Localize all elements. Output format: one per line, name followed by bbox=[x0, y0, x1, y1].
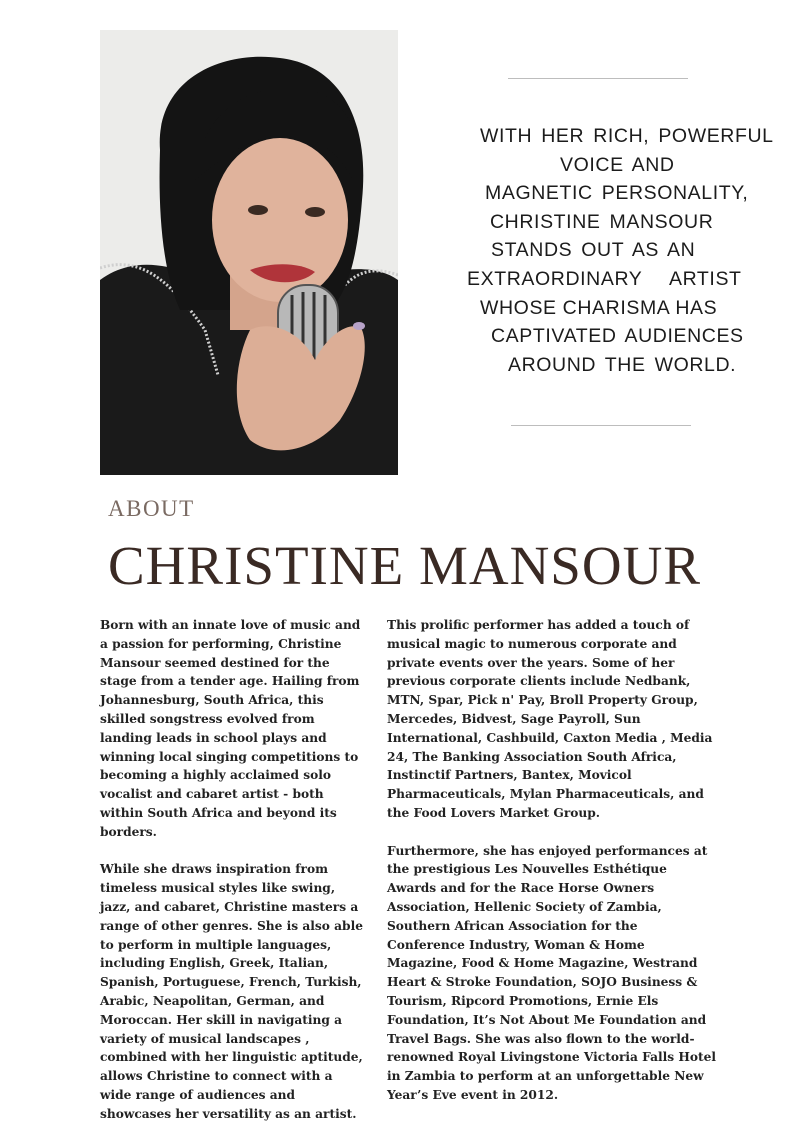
quote-line: CHRISTINE MANSOUR bbox=[490, 210, 714, 233]
quote-line: WITH HER RICH, POWERFUL bbox=[480, 125, 774, 147]
quote-line: AROUND THE WORLD. bbox=[508, 353, 737, 376]
right-column bbox=[387, 616, 717, 1124]
body-paragraph: Born with an innate love of music and a passion for performing, Christine Mansour seemed destined for the stage from a tender age. Hailing from Johannesburg, South Africa, this skilled songstress evolved from landing leads in school plays and winning local singing competitions to becoming a highly acclaimed solo vocalist and cabaret artist - both within South Africa and beyond its borders. bbox=[100, 618, 361, 839]
page-title: CHRISTINE MANSOUR bbox=[108, 535, 702, 596]
pull-quote bbox=[455, 122, 775, 379]
body-paragraph: This prolific performer has added a touch of musical magic to numerous corporate and private events over the years. Some of her previous corporate clients include Nedbank, MTN, Spar, Pick n' Pay, Broll Property Group, Mercedes, Bidvest, Sage Payroll, Sun International, Cashbuild, Caxton Media , Media 24, The Banking Association South Africa, Instinctif Partners, Bantex, Movicol Pharmaceuticals, Mylan Pharmaceuticals, and the Food Lovers Market Group. bbox=[387, 618, 713, 820]
quote-line: STANDS OUT AS AN bbox=[491, 239, 696, 262]
quote-line: MAGNETIC PERSONALITY, bbox=[485, 182, 749, 205]
quote-line: VOICE AND bbox=[560, 153, 675, 176]
body-paragraph: Furthermore, she has enjoyed performances at the prestigious Les Nouvelles Esthétique Awards and for the Race Horse Owners Association, Hellenic Society of Zambia, Southern African Association for the Conference Industry, Woman & Home Magazine, Food & Home Magazine, Westrand Heart & Stroke Foundation, SOJO Business & Tourism, Ripcord Promotions, Ernie Els Foundation, It’s Not About Me Foundation and Travel Bags. She was also flown to the world-renowned Royal Livingstone Victoria Falls Hotel in Zambia to perform at an unforgettable New Year’s Eve event in 2012. bbox=[387, 843, 717, 1102]
quote-line: WHOSE CHARISMA HAS bbox=[480, 296, 718, 319]
bottom-divider bbox=[511, 425, 691, 426]
quote-line: CAPTIVATED AUDIENCES bbox=[491, 325, 744, 348]
left-column bbox=[100, 616, 365, 1142]
section-label: ABOUT bbox=[108, 496, 195, 521]
quote-line: EXTRAORDINARY ARTIST bbox=[467, 267, 742, 290]
top-divider bbox=[508, 78, 688, 79]
body-paragraph: While she draws inspiration from timeless musical styles like swing, jazz, and cabaret, Christine masters a range of other genres. She is also able to perform in multiple languages, including English, Greek, Italian, Spanish, Portuguese, French, Turkish, Arabic, Neapolitan, German, and Moroccan. Her skill in navigating a variety of musical landscapes , combined with her linguistic aptitude, allows Christine to connect with a wide range of audiences and showcases her versatility as an artist. bbox=[100, 862, 363, 1121]
portrait-photo bbox=[100, 30, 398, 475]
